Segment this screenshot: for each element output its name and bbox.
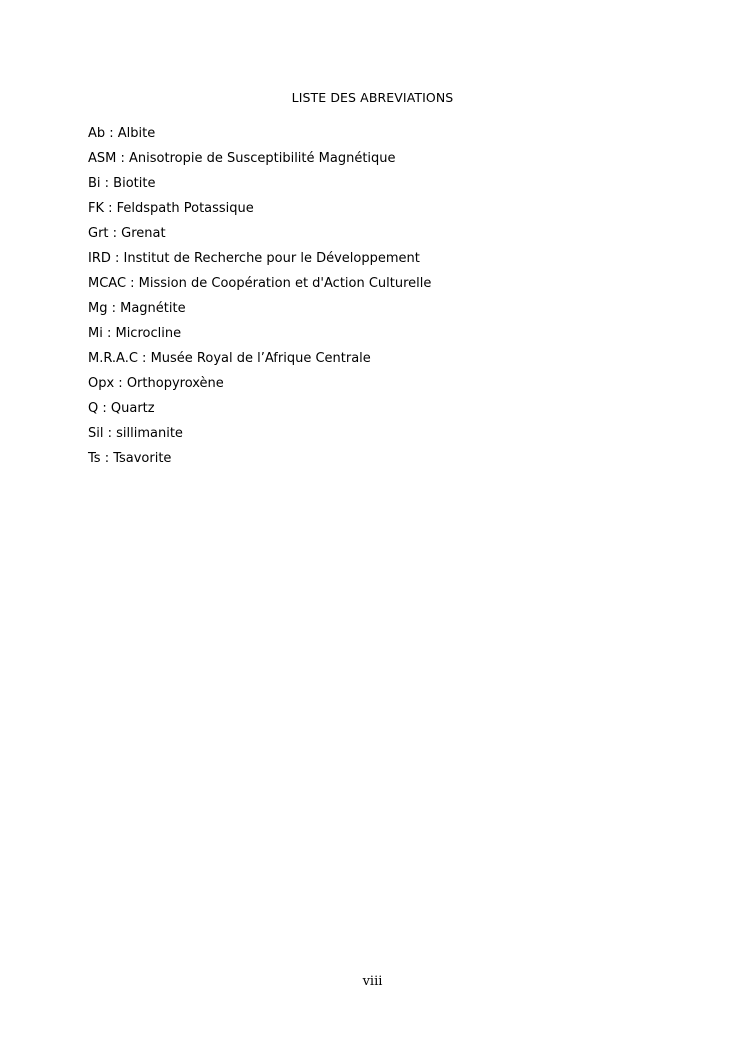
page-number: viii bbox=[362, 974, 383, 989]
abbreviation-list bbox=[88, 121, 431, 471]
abbreviation-item-grt: Grt : Grenat bbox=[88, 226, 166, 241]
abbreviation-item-ts: Ts : Tsavorite bbox=[88, 451, 172, 466]
abbreviation-item-opx: Opx : Orthopyroxène bbox=[88, 376, 224, 391]
abbreviation-item-mcac: MCAC : Mission de Coopération et d'Action Culturelle bbox=[88, 276, 432, 291]
page-title: LISTE DES ABREVIATIONS bbox=[291, 90, 454, 105]
abbreviation-item-ird: IRD : Institut de Recherche pour le Développement bbox=[88, 251, 420, 266]
abbreviation-item-mg: Mg : Magnétite bbox=[88, 301, 186, 316]
abbreviation-item-asm: ASM : Anisotropie de Susceptibilité Magnétique bbox=[88, 151, 396, 166]
abbreviation-item-sil: Sil : sillimanite bbox=[88, 426, 183, 441]
abbreviation-item-mi: Mi : Microcline bbox=[88, 326, 182, 341]
abbreviation-item-bi: Bi : Biotite bbox=[88, 176, 156, 191]
abbreviation-item-fk: FK : Feldspath Potassique bbox=[88, 201, 254, 216]
abbreviation-item-ab: Ab : Albite bbox=[88, 126, 156, 141]
abbreviation-item-q: Q : Quartz bbox=[88, 401, 155, 416]
abbreviation-item-mrac: M.R.A.C : Musée Royal de l’Afrique Centrale bbox=[88, 351, 371, 366]
